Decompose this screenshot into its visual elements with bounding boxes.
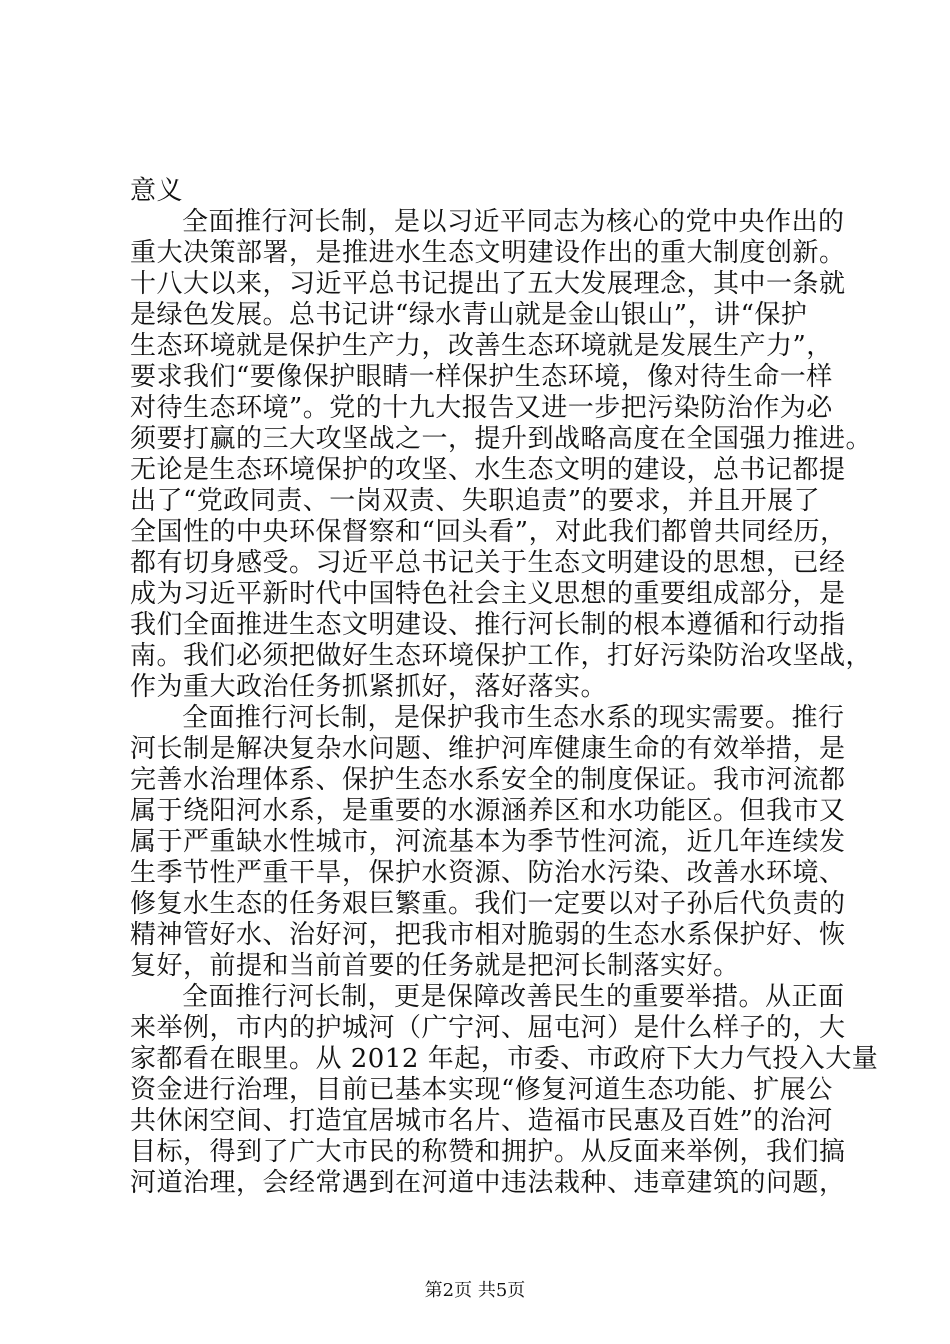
- text-line: 无论是生态环境保护的攻坚、水生态文明的建设，总书记都提: [130, 455, 846, 485]
- page-footer: 第2页 共5页: [424, 1280, 526, 1301]
- text-line: 来举例，市内的护城河（广宁河、屈屯河）是什么样子的，大: [130, 1013, 846, 1043]
- text-line: 要求我们“要像保护眼睛一样保护生态环境，像对待生命一样: [130, 362, 833, 392]
- text-line: 是绿色发展。总书记讲“绿水青山就是金山银山”，讲“保护: [130, 300, 808, 330]
- text-line: 生态环境就是保护生产力，改善生态环境就是发展生产力”，: [130, 331, 833, 361]
- text-line: 重大决策部署，是推进水生态文明建设作出的重大制度创新。: [130, 238, 846, 268]
- text-line: 十八大以来，习近平总书记提出了五大发展理念，其中一条就: [130, 269, 846, 299]
- text-line: 成为习近平新时代中国特色社会主义思想的重要组成部分，是: [130, 579, 846, 609]
- text-line: 目标，得到了广大市民的称赞和拥护。从反面来举例，我们搞: [130, 1137, 846, 1167]
- text-line: 家都看在眼里。从 2012 年起，市委、市政府下大力气投入大量: [130, 1044, 879, 1074]
- body-text: [130, 176, 879, 1199]
- text-line: 属于绕阳河水系，是重要的水源涵养区和水功能区。但我市又: [130, 796, 846, 826]
- text-line: 全面推行河长制，是保护我市生态水系的现实需要。推行: [182, 703, 845, 733]
- text-line: 须要打赢的三大攻坚战之一，提升到战略高度在全国强力推进。: [130, 424, 873, 454]
- text-line: 生季节性严重干旱，保护水资源、防治水污染、改善水环境、: [130, 858, 846, 888]
- text-line: 出了“党政同责、一岗双责、失职追责”的要求，并且开展了: [130, 486, 821, 516]
- text-line: 作为重大政治任务抓紧抓好，落好落实。: [130, 672, 608, 702]
- text-line: 修复水生态的任务艰巨繁重。我们一定要以对子孙后代负责的: [130, 889, 846, 919]
- text-line: 属于严重缺水性城市，河流基本为季节性河流，近几年连续发: [130, 827, 846, 857]
- text-line: 资金进行治理，目前已基本实现“修复河道生态功能、扩展公: [130, 1075, 833, 1105]
- text-line: 南。我们必须把做好生态环境保护工作，打好污染防治攻坚战，: [130, 641, 873, 671]
- text-line: 复好，前提和当前首要的任务就是把河长制落实好。: [130, 951, 740, 981]
- text-line: 意义: [130, 176, 184, 206]
- text-line: 对待生态环境”。党的十九大报告又进一步把污染防治作为必: [130, 393, 833, 423]
- text-line: 我们全面推进生态文明建设、推行河长制的根本遵循和行动指: [130, 610, 846, 640]
- text-line: 全面推行河长制，是以习近平同志为核心的党中央作出的: [182, 207, 845, 237]
- text-line: 都有切身感受。习近平总书记关于生态文明建设的思想，已经: [130, 548, 846, 578]
- text-line: 全国性的中央环保督察和“回头看”，对此我们都曾共同经历，: [130, 517, 847, 547]
- text-line: 精神管好水、治好河，把我市相对脆弱的生态水系保护好、恢: [130, 920, 846, 950]
- text-line: 河道治理，会经常遇到在河道中违法栽种、违章建筑的问题，: [130, 1168, 846, 1198]
- text-line: 共休闲空间、打造宜居城市名片、造福市民惠及百姓”的治河: [130, 1106, 833, 1136]
- text-line: 全面推行河长制，更是保障改善民生的重要举措。从正面: [182, 982, 845, 1012]
- text-line: 河长制是解决复杂水问题、维护河库健康生命的有效举措，是: [130, 734, 846, 764]
- text-line: 完善水治理体系、保护生态水系安全的制度保证。我市河流都: [130, 765, 846, 795]
